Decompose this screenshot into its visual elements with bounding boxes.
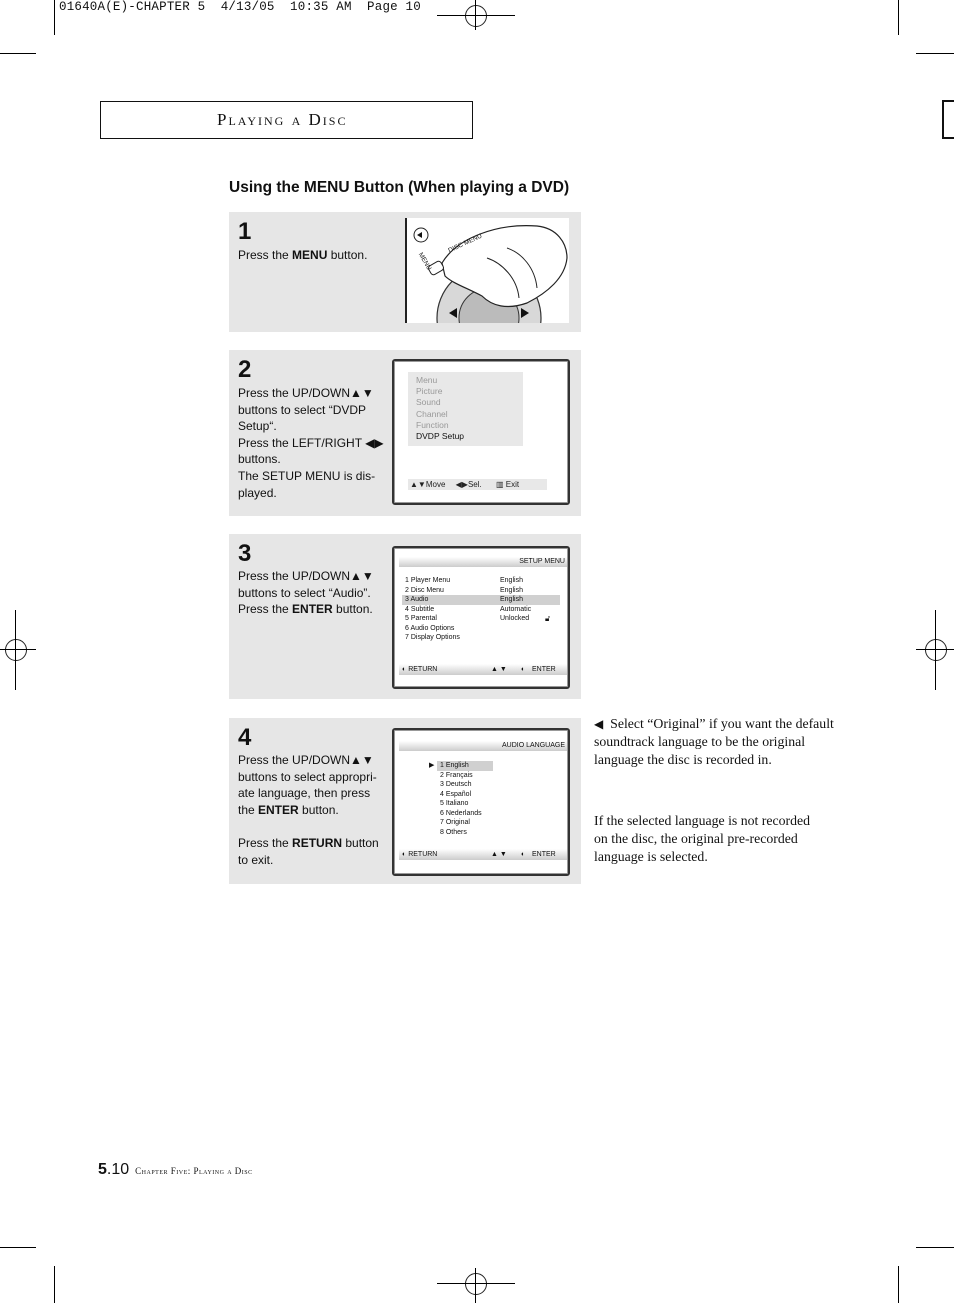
- screen-bottom-bar: [399, 849, 567, 860]
- menu-label: MENU: [416, 251, 433, 272]
- step-text-line: Press the LEFT/RIGHT ◀▶: [238, 435, 384, 450]
- return-icon: ◐: [402, 666, 407, 673]
- main-menu-list: [408, 372, 523, 446]
- crop-mark: [916, 53, 954, 54]
- step-text-line: buttons to select appropri-: [238, 769, 377, 784]
- setup-row-highlighted[interactable]: [402, 595, 560, 605]
- language-label: 3 Deutsch: [440, 781, 472, 788]
- step-text-bold: RETURN: [292, 835, 343, 850]
- setup-row[interactable]: [402, 633, 560, 643]
- row-value: Automatic: [500, 605, 532, 613]
- menu-item[interactable]: Sound: [416, 397, 441, 408]
- enter-label: ENTER: [532, 851, 556, 858]
- language-label: 7 Original: [440, 819, 470, 826]
- up-down-icon: ▲ ▼: [491, 851, 507, 858]
- language-option[interactable]: [437, 780, 493, 790]
- menu-item[interactable]: Picture: [416, 386, 443, 397]
- step-2-panel: [229, 350, 581, 516]
- row-label: 1 Player Menu: [405, 577, 451, 584]
- step-text-line: [238, 835, 379, 852]
- language-option[interactable]: [437, 828, 493, 838]
- exit-hint: Exit: [505, 480, 520, 489]
- pointer-arrow-icon: ◀: [594, 717, 604, 731]
- language-label: 8 Others: [440, 828, 467, 836]
- select-icon: ◀▶: [455, 480, 468, 489]
- crop-mark: [898, 1266, 899, 1303]
- row-label: 3 Audio: [405, 596, 429, 603]
- enter-icon: ◐: [521, 666, 526, 673]
- page-footer: [98, 1161, 253, 1179]
- menu-item-selected[interactable]: DVDP Setup: [416, 431, 465, 442]
- exit-icon: ▥: [495, 480, 504, 489]
- step-text-line: ate language, then press: [238, 786, 371, 801]
- screen-bottom-bar: [399, 664, 567, 675]
- language-label: 2 Français: [440, 771, 473, 779]
- row-label: 7 Display Options: [405, 634, 460, 641]
- setup-row[interactable]: [402, 576, 560, 586]
- disc-menu-label: DISC MENU: [447, 232, 484, 255]
- move-icon: ▲▼: [410, 480, 426, 489]
- registration-line: [475, 1268, 476, 1303]
- row-value: English: [500, 596, 523, 603]
- step-text-line: [238, 802, 379, 819]
- tv-screen-setup-menu: [392, 546, 570, 689]
- row-label: 5 Parental: [405, 615, 437, 622]
- setup-row[interactable]: [402, 624, 560, 634]
- remote-illustration: [405, 218, 569, 323]
- row-value: English: [500, 586, 523, 594]
- step-text-line: played.: [238, 485, 277, 500]
- registration-mark: [5, 639, 27, 661]
- tv-screen-main-menu: [392, 359, 570, 505]
- selection-arrow-icon: ▶: [429, 762, 435, 769]
- step-text-line: buttons.: [238, 452, 281, 467]
- step-number: 4: [238, 724, 252, 751]
- return-label: RETURN: [408, 666, 438, 673]
- step-text-part: button.: [298, 802, 339, 817]
- registration-line: [916, 649, 954, 650]
- step-text-bold: ENTER: [258, 802, 299, 817]
- step-3-panel: [229, 534, 581, 699]
- step-text-bold: ENTER: [292, 602, 333, 617]
- language-option-highlighted[interactable]: [437, 761, 493, 771]
- step-number: 1: [238, 218, 252, 245]
- step-3-text: [238, 568, 374, 618]
- row-label: 4 Subtitle: [405, 605, 435, 613]
- screen-title: AUDIO LANGUAGE: [399, 741, 567, 751]
- step-text-line: Setup“.: [238, 419, 277, 434]
- step-text-part: the: [238, 802, 259, 817]
- step-text-part: button.: [332, 602, 373, 617]
- step-text-part: button: [342, 835, 379, 850]
- step-text-line: buttons to select “DVDP: [238, 402, 367, 417]
- step-text-line: Press the UP/DOWN▲▼: [238, 386, 374, 400]
- crop-mark: [898, 0, 899, 35]
- step-text-line: The SETUP MENU is dis-: [238, 468, 376, 483]
- step-1-panel: [229, 212, 581, 332]
- enter-label: ENTER: [532, 666, 556, 673]
- menu-item[interactable]: Menu: [416, 375, 438, 385]
- page-number: 5: [98, 1161, 107, 1178]
- language-option[interactable]: [437, 790, 493, 800]
- crop-mark: [54, 1266, 55, 1303]
- step-text-part: button.: [327, 248, 368, 262]
- setup-row[interactable]: [402, 586, 560, 596]
- step-4-panel: [229, 718, 581, 884]
- step-text-part: Press the: [238, 835, 293, 850]
- side-note-text: Select “Original” if you want the default soundtrack language to be the original language the disc is recorded in.: [594, 716, 834, 767]
- registration-line: [437, 15, 515, 16]
- language-option[interactable]: [437, 818, 493, 828]
- print-slug: 01640A(E)-CHAPTER 5 4/13/05 10:35 AM Page 10: [59, 0, 421, 14]
- chapter-header: [100, 101, 473, 139]
- step-text-line: [238, 601, 374, 618]
- section-heading: Using the MENU Button (When playing a DVD): [229, 179, 570, 196]
- select-hint: Sel.: [467, 480, 482, 489]
- hint-bar: [408, 479, 547, 490]
- language-option[interactable]: [437, 809, 493, 819]
- step-text-line: Press the UP/DOWN▲▼: [238, 569, 374, 583]
- page-sub-number: .10: [106, 1161, 130, 1178]
- registration-line: [15, 610, 16, 690]
- row-value: English: [500, 577, 523, 584]
- language-option[interactable]: [437, 771, 493, 781]
- step-text-bold: MENU: [292, 248, 328, 262]
- page-tab-mark: [942, 100, 954, 139]
- menu-item[interactable]: Channel: [416, 408, 448, 419]
- step-4-text: [238, 752, 379, 868]
- language-label: 1 English: [440, 762, 469, 769]
- registration-mark: [465, 1273, 487, 1295]
- registration-line: [437, 1283, 515, 1284]
- step-2-text: [238, 385, 384, 501]
- step-1-text: [238, 247, 367, 264]
- step-number: 2: [238, 356, 252, 383]
- up-down-icon: ▲ ▼: [491, 666, 507, 673]
- crop-mark: [0, 53, 36, 54]
- unlock-icon: 🔓︎: [545, 614, 551, 623]
- language-option[interactable]: [437, 799, 493, 809]
- step-text-line: to exit.: [238, 852, 274, 867]
- side-note-1: [594, 715, 834, 769]
- screen-title: SETUP MENU: [399, 557, 567, 567]
- step-text-line: Press the UP/DOWN▲▼: [238, 753, 374, 767]
- crop-mark: [916, 1247, 954, 1248]
- step-number: 3: [238, 540, 252, 567]
- step-text-part: Press the: [238, 248, 293, 262]
- setup-row[interactable]: [402, 605, 560, 615]
- registration-mark: [925, 639, 947, 661]
- language-label: 5 Italiano: [440, 800, 469, 807]
- language-label: 6 Nederlands: [440, 809, 482, 817]
- menu-item[interactable]: Function: [416, 419, 449, 430]
- move-hint: Move: [425, 480, 446, 489]
- row-label: 6 Audio Options: [405, 624, 455, 632]
- running-footer: Chapter Five: Playing a Disc: [135, 1166, 253, 1176]
- remote-hand-svg: [407, 218, 569, 323]
- enter-icon: ◐: [521, 851, 526, 858]
- side-note-2: If the selected language is not recorded on the disc, the original pre-recorded language is selected.: [594, 813, 811, 864]
- registration-line: [935, 610, 936, 690]
- chapter-title: Playing a Disc: [217, 110, 348, 129]
- step-text-line: buttons to select “Audio”.: [238, 585, 371, 600]
- return-icon: ◐: [402, 851, 407, 858]
- setup-row[interactable]: [402, 614, 560, 624]
- language-label: 4 Español: [440, 790, 472, 798]
- row-value: Unlocked: [500, 615, 530, 622]
- return-label: RETURN: [408, 851, 438, 858]
- row-label: 2 Disc Menu: [405, 586, 444, 594]
- crop-mark: [54, 0, 55, 35]
- tv-screen-audio-language: [392, 728, 570, 876]
- crop-mark: [0, 1247, 36, 1248]
- registration-line: [0, 649, 36, 650]
- step-text-part: Press the: [238, 602, 293, 617]
- registration-mark: [465, 5, 487, 27]
